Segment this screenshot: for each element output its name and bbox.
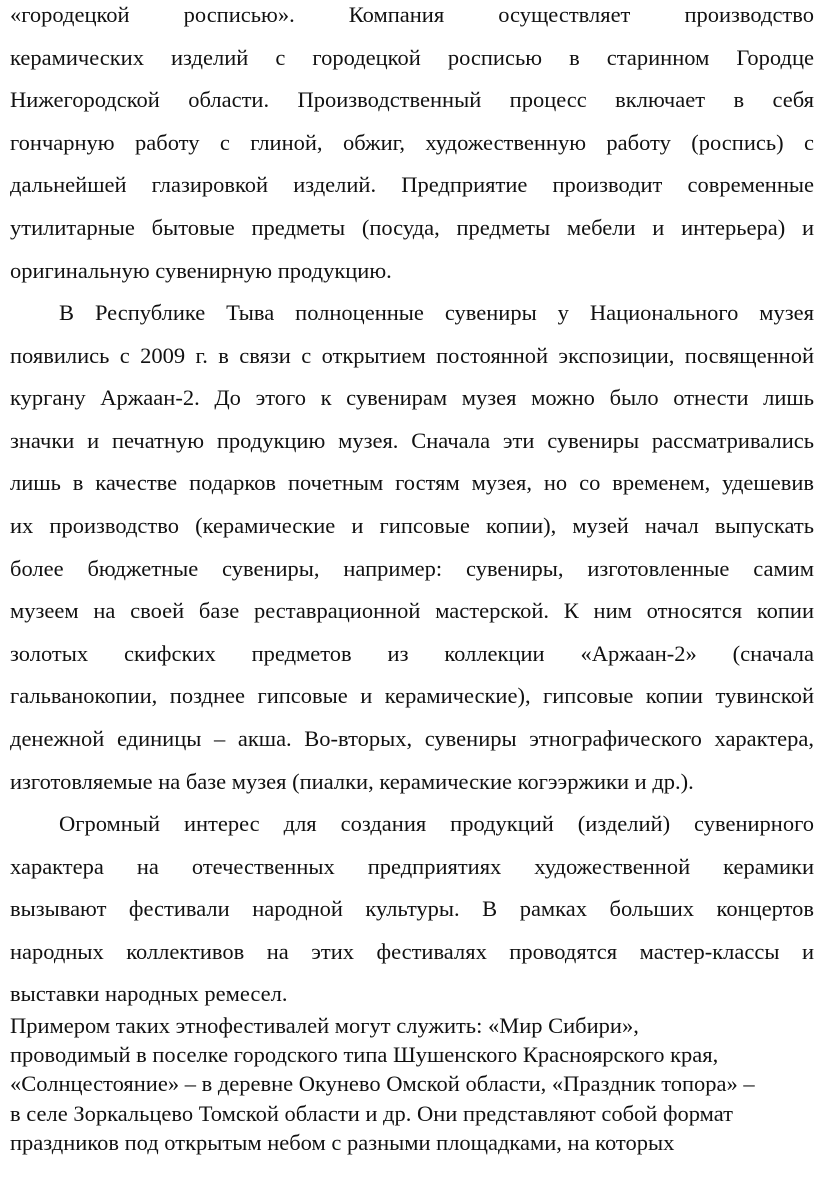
text-line: проводимый в поселке городского типа Шушенского Красноярского края,	[10, 1042, 719, 1068]
text-line: «городецкой росписью». Компания осуществляет производство	[10, 2, 814, 27]
text-line: гончарную работу с глиной, обжиг, художественную работу (роспись) с	[10, 129, 814, 155]
text-line: изготовляемые на базе музея (пиалки, керамические когээржики и др.).	[10, 768, 694, 794]
text-line: выставки народных ремесел.	[10, 981, 288, 1007]
paragraph-festivals-interest	[10, 803, 814, 1016]
text-line: народных коллективов на этих фестивалях проводятся мастер-классы и	[10, 938, 814, 964]
text-line: праздников под открытым небом с разными площадками, на которых	[10, 1129, 675, 1155]
text-line: «Солнцестояние» – в деревне Окунево Омской области, «Праздник топора» –	[10, 1071, 755, 1097]
text-line: более бюджетные сувениры, например: сувениры, изготовленные самим	[10, 555, 814, 581]
text-line: денежной единицы – акша. Во-вторых, сувениры этнографического характера,	[10, 725, 814, 751]
text-line: утилитарные бытовые предметы (посуда, предметы мебели и интерьера) и	[10, 214, 814, 240]
text-line: дальнейшей глазировкой изделий. Предприятие производит современные	[10, 172, 814, 198]
text-line: Нижегородской области. Производственный процесс включает в себя	[10, 87, 814, 113]
text-line: их производство (керамические и гипсовые копии), музей начал выпускать	[10, 512, 814, 538]
paragraph-gorodets-company	[10, 0, 814, 292]
text-line: появились с 2009 г. в связи с открытием постоянной экспозиции, посвященной	[10, 342, 814, 368]
text-line: значки и печатную продукцию музея. Сначала эти сувениры рассматривались	[10, 427, 814, 453]
text-line: оригинальную сувенирную продукцию.	[10, 257, 392, 283]
text-line: характера на отечественных предприятиях художественной керамики	[10, 853, 814, 879]
text-line: керамических изделий с городецкой росписью в старинном Городце	[10, 44, 814, 70]
text-line: Примером таких этнофестивалей могут служить: «Мир Сибири»,	[10, 1013, 639, 1038]
paragraph-tyva-museum	[10, 292, 814, 803]
text-line: музеем на своей базе реставрационной мастерской. К ним относятся копии	[10, 598, 814, 624]
text-line: в селе Зоркальцево Томской области и др. Они представляют собой формат	[10, 1100, 733, 1126]
paragraph-ethnofestivals-examples	[10, 1011, 814, 1157]
text-line: гальванокопии, позднее гипсовые и керамические), гипсовые копии тувинской	[10, 683, 814, 709]
text-line: кургану Аржаан-2. До этого к сувенирам музея можно было отнести лишь	[10, 385, 814, 411]
document-page	[10, 0, 814, 1192]
text-line: золотых скифских предметов из коллекции «Аржаан-2» (сначала	[10, 640, 814, 666]
text-line: В Республике Тыва полноценные сувениры у Национального музея	[59, 300, 814, 325]
text-line: Огромный интерес для создания продукций (изделий) сувенирного	[59, 811, 814, 836]
text-line: лишь в качестве подарков почетным гостям музея, но со временем, удешевив	[10, 470, 814, 496]
text-line: вызывают фестивали народной культуры. В рамках больших концертов	[10, 896, 814, 922]
